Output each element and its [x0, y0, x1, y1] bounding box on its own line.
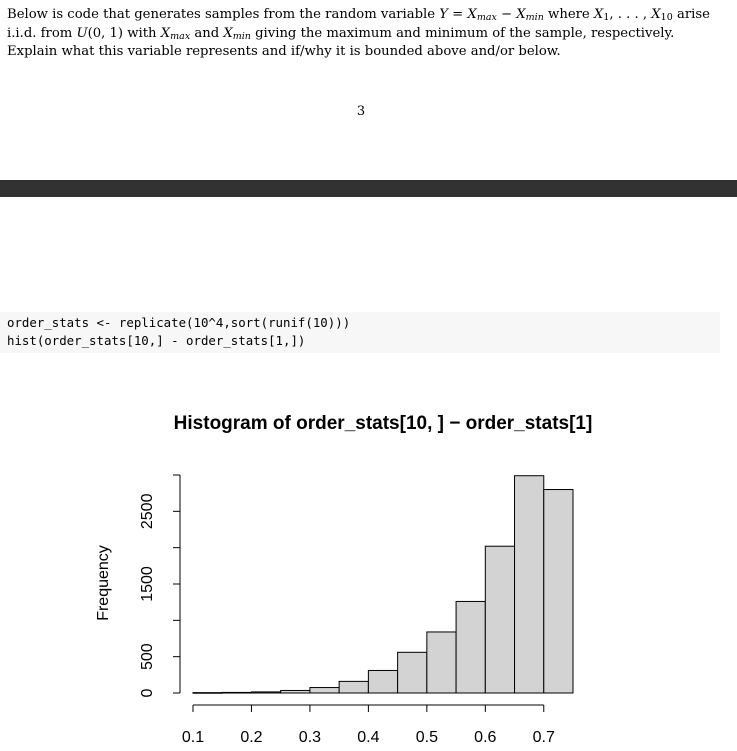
- y-tick-label: 500: [139, 643, 156, 671]
- page-number: 3: [356, 104, 366, 119]
- math-sub-10: 10: [660, 12, 673, 23]
- page-break-bar: [0, 180, 737, 197]
- math-var-x: X: [467, 7, 477, 22]
- question-text-segment: Below is code that generates samples from the random variable: [7, 7, 440, 22]
- histogram-bar: [398, 652, 427, 693]
- math-var-x: X: [223, 25, 233, 41]
- question-text-segment: i.i.d. from: [7, 25, 77, 41]
- code-line-1: order_stats <- replicate(10^4,sort(runif(10))): [7, 315, 351, 330]
- x-axis: [182, 705, 555, 746]
- question-line-1: [7, 6, 731, 25]
- math-sub-max: max: [476, 12, 497, 23]
- histogram-bar: [427, 632, 456, 693]
- histogram-bar: [544, 490, 573, 693]
- x-tick-label: 0.1: [181, 729, 205, 746]
- math-u-args: (0, 1): [87, 25, 124, 41]
- y-axis: [139, 475, 180, 697]
- histogram-chart: [0, 380, 737, 751]
- histogram-bar: [339, 681, 368, 693]
- question-text-segment: with: [123, 25, 161, 41]
- chart-title: Histogram of order_stats[10, ] − order_stats[1]: [173, 413, 593, 434]
- question-line-3: Explain what this variable represents and if/why it is bounded above and/or below.: [7, 44, 561, 59]
- math-var-y: Y: [439, 7, 448, 22]
- question-line-2: [7, 25, 731, 44]
- math-var-u: U: [76, 25, 88, 41]
- histogram-bar: [310, 688, 339, 693]
- x-tick-label: 0.3: [298, 729, 322, 746]
- math-minus: −: [496, 7, 517, 22]
- y-tick-label: 1500: [139, 566, 156, 602]
- x-tick-label: 0.7: [532, 729, 555, 746]
- math-sub-min: min: [232, 30, 251, 42]
- histogram-bar: [222, 692, 251, 693]
- math-var-x: X: [593, 7, 604, 22]
- histogram-bars: [193, 476, 573, 694]
- code-line-2: hist(order_stats[10,] - order_stats[1,]): [7, 333, 306, 348]
- y-axis-label: Frequency: [95, 545, 112, 621]
- math-eq: =: [447, 7, 468, 22]
- histogram-bar: [456, 601, 485, 693]
- question-text-segment: and: [190, 25, 224, 41]
- math-ellipsis: , . . . ,: [609, 7, 652, 22]
- math-sub-max: max: [170, 30, 191, 42]
- question-text-segment: arise: [672, 7, 710, 22]
- math-var-x: X: [651, 7, 661, 22]
- math-sub-min: min: [525, 12, 544, 23]
- y-tick-label: 2500: [139, 493, 156, 530]
- math-var-x: X: [516, 7, 526, 22]
- question-text-segment: where: [543, 7, 594, 22]
- x-tick-label: 0.5: [415, 729, 438, 746]
- histogram-bar: [193, 693, 222, 694]
- question-text: [7, 6, 731, 62]
- question-text-segment: giving the maximum and minimum of the sample, respectively.: [250, 25, 675, 41]
- histogram-bar: [281, 690, 310, 693]
- histogram-bar: [368, 670, 397, 693]
- x-tick-label: 0.6: [474, 729, 497, 746]
- histogram-bar: [515, 476, 544, 693]
- code-block: [0, 312, 720, 353]
- x-tick-label: 0.4: [357, 729, 380, 746]
- histogram-bar: [485, 546, 514, 693]
- y-tick-label: 0: [139, 688, 156, 698]
- x-tick-label: 0.2: [240, 729, 263, 746]
- histogram-bar: [251, 692, 280, 693]
- math-var-x: X: [160, 25, 171, 41]
- math-sub-1: 1: [603, 12, 610, 23]
